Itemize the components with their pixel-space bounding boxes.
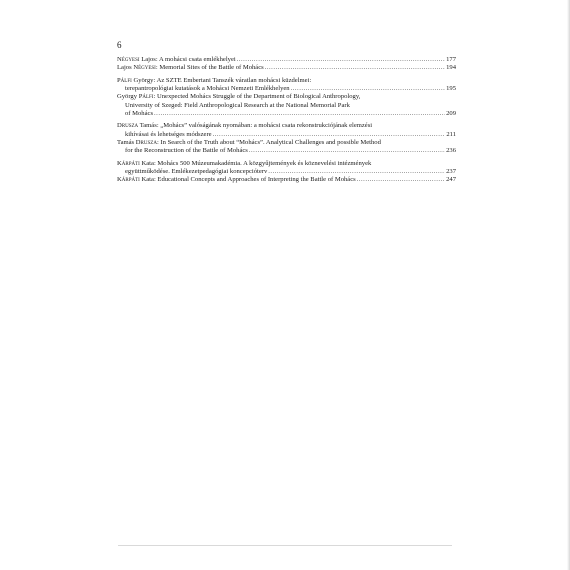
toc-entry-line <box>117 160 456 168</box>
toc-entry-text: Kárpáti Kata: Educational Concepts and Approaches of Interpreting the Battle of Mohács <box>117 176 356 184</box>
toc-entry-line <box>117 64 456 72</box>
toc-entry[interactable] <box>117 176 456 184</box>
entry-title: Unexpected Mohács Struggle of the Department of Biological Anthropology, <box>156 93 361 101</box>
leader-dots <box>291 85 446 93</box>
page-ref: 195 <box>446 85 456 93</box>
toc-group <box>117 77 456 118</box>
toc-entry[interactable] <box>117 160 456 177</box>
entry-title: for the Reconstruction of the Battle of Mohács <box>125 147 248 155</box>
page-ref: 194 <box>446 64 456 72</box>
author-given-name: Tamás <box>117 139 135 147</box>
author-surname: Kárpáti <box>117 176 140 184</box>
toc-entry-line <box>117 122 456 130</box>
entry-title: Memorial Sites of the Battle of Mohács <box>159 64 264 72</box>
author-given-name: Tamás <box>139 122 157 130</box>
toc-entry-line <box>117 168 456 176</box>
entry-title: In Search of the Truth about “Mohács”. Analytical Challenges and possible Method <box>160 139 381 147</box>
toc-entry[interactable] <box>117 64 456 72</box>
author-name <box>117 77 153 84</box>
toc-entry-line <box>117 56 456 64</box>
author-surname: Kárpáti <box>117 159 140 167</box>
page-number: 6 <box>117 40 122 50</box>
leader-dots <box>154 110 445 118</box>
author-surname: Pálfi <box>138 93 154 101</box>
toc-entry-text <box>125 110 153 118</box>
toc-entry-line <box>117 139 456 147</box>
entry-title: Mohács 500 Múzeumakadémia. A közgyűjtemények és köznevelési intézmények <box>157 159 372 167</box>
author-surname: Négyesi <box>133 64 156 72</box>
toc-entry-text: Pálfi György: Az SZTE Embertani Tanszék váratlan mohácsi küzdelmei: <box>117 76 312 84</box>
toc-entry-line <box>117 131 456 139</box>
author-name <box>117 64 156 71</box>
author-surname: Drusza <box>117 122 139 130</box>
author-given-name: György <box>133 76 154 84</box>
toc-entry-line <box>117 147 456 155</box>
table-of-contents <box>117 56 456 189</box>
author-name <box>117 176 154 183</box>
author-given-name: György <box>117 93 138 101</box>
toc-entry-line <box>117 93 456 101</box>
entry-title: terepantropológiai kutatások a Mohácsi Nemzeti Emlékhelyen <box>125 85 290 93</box>
toc-entry-text <box>125 168 267 176</box>
entry-title: A mohácsi csata emlékhelyei <box>158 56 236 63</box>
author-surname: Drusza <box>135 139 157 147</box>
entry-title: kihívásai és lehetséges módszere <box>125 130 212 138</box>
toc-entry[interactable] <box>117 77 456 94</box>
toc-entry-text <box>125 131 212 139</box>
toc-group <box>117 56 456 73</box>
toc-entry-text <box>125 102 350 109</box>
author-name <box>117 160 154 167</box>
entry-title: együttműködése. Emlékezetpedagógiai koncepcióterv <box>125 168 268 176</box>
toc-entry[interactable] <box>117 56 456 64</box>
author-name <box>117 139 157 146</box>
leader-dots <box>249 147 445 155</box>
leader-dots <box>213 131 446 139</box>
toc-entry-line <box>117 176 456 184</box>
page-ref: 177 <box>446 56 456 63</box>
toc-entry-text: Kárpáti Kata: Mohács 500 Múzeumakadémia. A közgyűjtemények és köznevelési intézmények <box>117 159 372 167</box>
entry-title: Az SZTE Embertani Tanszék váratlan mohácsi küzdelmei: <box>156 76 312 84</box>
toc-entry-line <box>117 77 456 85</box>
toc-entry-text <box>125 85 290 93</box>
toc-entry-line <box>117 102 456 110</box>
author-name <box>117 93 153 100</box>
author-surname: Pálfi <box>117 76 132 84</box>
page-ref: 209 <box>446 109 456 117</box>
toc-entry[interactable] <box>117 139 456 156</box>
entry-title: Educational Concepts and Approaches of Interpreting the Battle of Mohács <box>157 176 356 184</box>
toc-entry-text <box>125 147 248 155</box>
author-name <box>117 122 157 129</box>
toc-entry-line <box>117 85 456 93</box>
toc-entry-text: Lajos Négyesi: Memorial Sites of the Battle of Mohács <box>117 64 264 72</box>
toc-entry-text: Tamás Drusza: In Search of the Truth about “Mohács”. Analytical Challenges and possible Method <box>117 139 381 147</box>
toc-entry-text: György Pálfi: Unexpected Mohács Struggle of the Department of Biological Anthropology, <box>117 93 361 101</box>
toc-entry-line <box>117 110 456 118</box>
leader-dots <box>237 56 445 64</box>
entry-title: University of Szeged: Field Anthropological Research at the National Memorial Park <box>125 101 350 109</box>
entry-title: of Mohács <box>125 109 154 117</box>
author-given-name: Kata <box>141 176 154 184</box>
bottom-rule <box>118 545 452 546</box>
author-given-name: Lajos <box>141 56 156 63</box>
page-ref: 247 <box>446 176 456 184</box>
author-given-name: Lajos <box>117 64 132 72</box>
page-ref: 211 <box>446 130 456 138</box>
page-ref: 237 <box>446 168 456 176</box>
author-name <box>117 56 156 63</box>
toc-group <box>117 122 456 155</box>
toc-entry-text: Drusza Tamás: „Mohács” valóságának nyomában: a mohácsi csata rekonstrukciójának elemzési <box>117 122 373 130</box>
entry-title: „Mohács” valóságának nyomában: a mohácsi csata rekonstrukciójának elemzési <box>160 122 373 130</box>
author-surname: Négyesi <box>117 56 140 63</box>
leader-dots <box>265 64 445 72</box>
toc-entry[interactable] <box>117 122 456 139</box>
toc-group <box>117 160 456 185</box>
leader-dots <box>357 176 445 184</box>
leader-dots <box>268 168 445 176</box>
toc-entry[interactable] <box>117 93 456 118</box>
author-given-name: Kata <box>141 159 154 167</box>
page-ref: 236 <box>446 147 456 155</box>
toc-entry-text: Négyesi Lajos: A mohácsi csata emlékhelyei <box>117 56 236 63</box>
